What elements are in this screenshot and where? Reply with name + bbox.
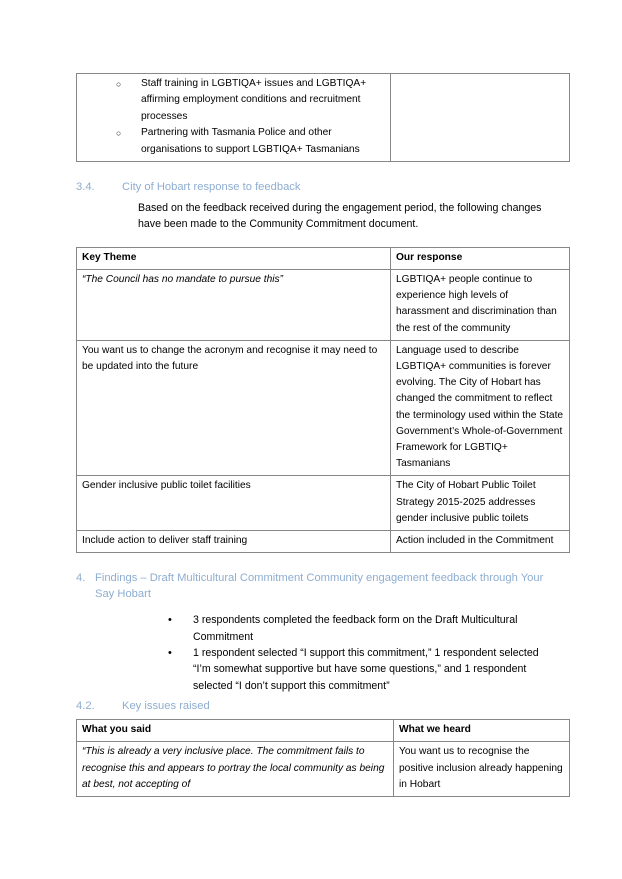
table-header-row — [77, 247, 570, 269]
column-header-key-theme: Key Theme — [77, 247, 391, 269]
hollow-bullet-list — [82, 76, 385, 158]
column-header-what-you-said: What you said — [77, 720, 394, 742]
continuation-table — [76, 73, 570, 162]
heading-section-4-2 — [76, 699, 547, 714]
theme-cell: You want us to change the acronym and recognise it may need to be updated into the future — [77, 340, 391, 476]
heading-text: Key issues raised — [122, 700, 210, 713]
table-row — [77, 270, 570, 341]
table-header-row — [77, 720, 570, 742]
table-row — [77, 531, 570, 553]
heading-section-4 — [76, 571, 547, 602]
response-cell: LGBTIQA+ people continue to experience high levels of harassment and discrimination than the rest of the community — [391, 270, 570, 341]
heading-number: 4. — [76, 572, 86, 585]
bullet-cell — [77, 74, 391, 162]
heading-number: 3.4. — [76, 181, 95, 194]
list-item: ○ Staff training in LGBTIQA+ issues and LGBTIQA+ affirming employment conditions and recruitment processes — [116, 76, 385, 125]
section-4-bullet-list — [168, 612, 544, 694]
response-table — [76, 247, 570, 553]
section-3-4-intro: Based on the feedback received during the engagement period, the following changes have been made to the Community Commitment document. — [138, 202, 542, 231]
page-content — [76, 73, 564, 797]
theme-cell: Gender inclusive public toilet facilities — [77, 476, 391, 531]
list-item: ○ Partnering with Tasmania Police and other organisations to support LGBTIQA+ Tasmanians — [116, 125, 385, 158]
column-header-our-response: Our response — [391, 247, 570, 269]
spacer — [76, 233, 547, 247]
heard-cell: You want us to recognise the positive inclusion already happening in Hobart — [394, 742, 570, 797]
issues-table — [76, 719, 570, 797]
said-cell: “This is already a very inclusive place. The commitment fails to recognise this and appears to portray the local community as being at best, not accepting of — [77, 742, 394, 797]
response-cell: The City of Hobart Public Toilet Strategy 2015-2025 addresses gender inclusive public toilets — [391, 476, 570, 531]
response-cell: Language used to describe LGBTIQA+ communities is forever evolving. The City of Hobart has changed the commitment to reflect the terminology used within the State Government’s Whole-of-Government Framework for LGBTIQ+ Tasmanians — [391, 340, 570, 476]
list-item: • 3 respondents completed the feedback form on the Draft Multicultural Commitment — [168, 612, 544, 645]
theme-cell: Include action to deliver staff training — [77, 531, 391, 553]
table-row — [77, 74, 570, 162]
column-header-what-we-heard: What we heard — [394, 720, 570, 742]
table-row — [77, 476, 570, 531]
heading-text: Findings – Draft Multicultural Commitment Community engagement feedback through Your Say Hobart — [95, 572, 544, 600]
table-row — [77, 742, 570, 797]
table-row — [77, 340, 570, 476]
heading-section-3-4 — [76, 180, 547, 195]
spacer — [76, 553, 547, 571]
response-cell: Action included in the Commitment — [391, 531, 570, 553]
heading-text: City of Hobart response to feedback — [122, 181, 301, 194]
spacer — [76, 162, 547, 180]
heading-number: 4.2. — [76, 700, 95, 713]
spacer — [76, 602, 547, 612]
empty-response-cell — [391, 74, 570, 162]
list-item: • 1 respondent selected “I support this commitment,” 1 respondent selected “I’m somewhat supportive but have some questions,” and 1 respondent selected “I don’t support this commitment” — [168, 645, 544, 694]
theme-cell: “The Council has no mandate to pursue this” — [77, 270, 391, 341]
